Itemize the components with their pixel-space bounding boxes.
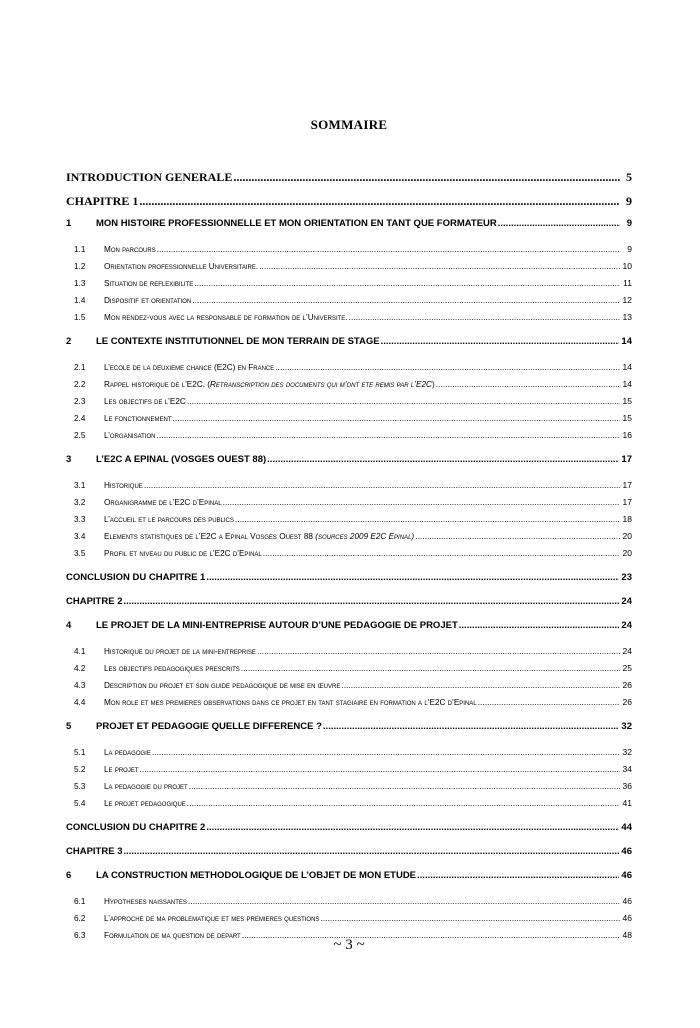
toc-entry-number: 2.4: [74, 414, 86, 423]
toc-entry-label-text: CONCLUSION DU CHAPITRE 1: [66, 572, 206, 583]
toc-entry-label: [104, 245, 156, 254]
toc-entry-label: [104, 647, 256, 656]
toc-dot-leader: [267, 454, 619, 465]
toc-entry-page: 36: [622, 781, 632, 791]
toc-entry-number: 6.2: [74, 914, 86, 923]
toc-entry-number: 4.1: [74, 647, 86, 656]
toc-entry-label-text: LE PROJET DE LA MINI-ENTREPRISE AUTOUR D’UNE PEDAGOGIE DE PROJET: [96, 620, 458, 631]
toc-entry-page: 46: [622, 913, 632, 923]
toc-entry[interactable]: [66, 822, 632, 833]
toc-entry-page: 9: [626, 218, 632, 229]
toc-entry-label: [96, 870, 416, 881]
toc-entry-label-text: PROJET ET PEDAGOGIE QUELLE DIFFERENCE ?: [96, 721, 322, 732]
toc-entry-label-text: Situation de reflexibilite: [104, 279, 194, 288]
toc-entry-label: [66, 846, 122, 857]
toc-dot-leader: [436, 379, 620, 389]
toc-dot-leader: [459, 620, 620, 631]
toc-dot-leader: [241, 663, 620, 673]
toc-dot-leader: [157, 244, 620, 254]
toc-entry-page: 32: [622, 747, 632, 757]
toc-dot-leader: [139, 194, 620, 209]
toc-entry-label: [104, 914, 319, 923]
toc-dot-leader: [478, 697, 620, 707]
toc-entry[interactable]: [66, 261, 632, 271]
toc-entry[interactable]: [66, 764, 632, 774]
toc-entry[interactable]: [66, 480, 632, 490]
toc-entry-label: [66, 596, 122, 607]
toc-entry-page: 14: [621, 336, 632, 347]
toc-entry[interactable]: [66, 663, 632, 673]
toc-dot-leader: [156, 430, 620, 440]
toc-entry[interactable]: [66, 781, 632, 791]
toc-entry-page: 23: [621, 572, 632, 583]
toc-entry-number: 5.3: [74, 782, 86, 791]
toc-dot-leader: [187, 798, 620, 808]
toc-entry-page: 17: [622, 480, 632, 490]
toc-entry-label-text: Historique: [104, 481, 143, 490]
toc-entry[interactable]: [66, 747, 632, 757]
toc-entry-label: [104, 397, 186, 406]
toc-entry[interactable]: [66, 430, 632, 440]
toc-dot-leader: [259, 261, 620, 271]
toc-entry-page: 46: [621, 870, 632, 881]
toc-entry-label: [104, 532, 414, 541]
toc-entry[interactable]: [66, 278, 632, 288]
toc-dot-leader: [223, 497, 620, 507]
toc-entry-page: 14: [622, 362, 632, 372]
toc-dot-leader: [498, 218, 620, 229]
toc-entry-label-text: Hypotheses naissantes: [104, 897, 187, 906]
toc-dot-leader: [123, 596, 619, 607]
toc-entry[interactable]: [66, 336, 632, 347]
toc-entry-page: 20: [622, 531, 632, 541]
toc-entry-page: 11: [623, 278, 632, 288]
toc-entry-label-text: La pedagogie du projet: [104, 782, 188, 791]
toc-entry-label: [104, 799, 186, 808]
toc-entry-label-text: Mon parcours: [104, 245, 156, 254]
toc-entry-label: [104, 313, 348, 322]
toc-entry-label-text: L’ecole de la deuxieme chance (E2C) en France: [104, 363, 275, 372]
toc-entry-number: 5: [66, 721, 72, 732]
toc-entry-page: 24: [621, 620, 632, 631]
toc-entry-label-text: Profil et niveau du public de l’E2C d’Epinal: [104, 549, 262, 558]
toc-entry-page: 48: [622, 930, 632, 940]
toc-entry-page: 17: [622, 497, 632, 507]
toc-entry-page: 25: [622, 663, 632, 673]
toc-entry-page: 9: [627, 244, 632, 254]
toc-dot-leader: [189, 781, 620, 791]
toc-entry-label-text: Mon rendez-vous avec la responsable de formation de l’Universite.: [104, 313, 348, 322]
toc-entry-label-text: Les objectifs pedagogiques prescrits: [104, 664, 240, 673]
toc-entry-label: [104, 681, 340, 690]
toc-entry-number: 4: [66, 620, 72, 631]
toc-entry-label-text: Le fonctionnement: [104, 414, 172, 423]
toc-entry-number: 4.4: [74, 698, 86, 707]
toc-entry-page: 17: [621, 454, 632, 465]
toc-entry-label-text: L’organisation: [104, 431, 156, 440]
page-title: SOMMAIRE: [310, 117, 388, 132]
toc-entry-page: 15: [622, 413, 632, 423]
toc-entry-number: 1.5: [74, 313, 86, 322]
toc-entry[interactable]: [66, 514, 632, 524]
toc-entry-label: [104, 664, 240, 673]
toc-entry-label: [104, 279, 193, 288]
toc-entry-page: 41: [622, 798, 632, 808]
toc-dot-leader: [173, 413, 621, 423]
toc-entry[interactable]: [66, 620, 632, 631]
toc-entry-page: 16: [622, 430, 632, 440]
toc-entry-label: [104, 748, 151, 757]
toc-dot-leader: [123, 846, 619, 857]
toc-entry-page: 24: [621, 596, 632, 607]
toc-entry[interactable]: [66, 913, 632, 923]
toc-entry-label-text: Organigramme de l’E2C d’Epinal: [104, 498, 222, 507]
toc-entry[interactable]: [66, 596, 632, 607]
toc-entry-label: [104, 481, 143, 490]
toc-entry-number: 6.3: [74, 931, 86, 940]
toc-entry[interactable]: [66, 846, 632, 857]
toc-entry-label-text: CHAPITRE 2: [66, 596, 123, 607]
toc-entry[interactable]: [66, 548, 632, 558]
toc-entry[interactable]: [66, 497, 632, 507]
toc-entry[interactable]: [66, 798, 632, 808]
toc-entry-label: [104, 498, 222, 507]
toc-entry-number: 4.2: [74, 664, 86, 673]
toc-entry-label-text: Mon role et mes premieres observations dans ce projet en tant stagiaire en formation a l’E2C d’Epinal: [104, 698, 477, 707]
toc-entry-page: 34: [622, 764, 632, 774]
toc-dot-leader: [192, 295, 620, 305]
toc-dot-leader: [349, 312, 620, 322]
toc-entry-label: [104, 549, 262, 558]
toc-dot-leader: [417, 870, 619, 881]
toc-dot-leader: [263, 548, 620, 558]
toc-entry-number: 1: [66, 218, 72, 229]
toc-entry[interactable]: [66, 244, 632, 254]
toc-entry-label-italic: Retranscription des documents qui m’ont ete remis par l’E2C: [210, 380, 432, 389]
toc-entry-number: 2.5: [74, 431, 86, 440]
toc-entry-label-text: Le projet pedagogique: [104, 799, 186, 808]
toc-entry-label: [96, 620, 458, 631]
toc-entry[interactable]: [66, 295, 632, 305]
toc-entry-label: [104, 296, 191, 305]
toc-entry-number: 3.4: [74, 532, 86, 541]
toc-entry-number: 6: [66, 870, 72, 881]
toc-entry-label: [104, 363, 274, 372]
toc-entry[interactable]: [66, 362, 632, 372]
toc-dot-leader: [381, 336, 620, 347]
toc-entry-number: 2: [66, 336, 72, 347]
toc-entry-page: 15: [622, 396, 632, 406]
toc-entry-label-text: Dispositif et orientation: [104, 296, 192, 305]
toc-entry-page: 24: [622, 646, 632, 656]
toc-entry-label: [104, 897, 187, 906]
toc-entry-label-text: Orientation professionnelle Universitaire.: [104, 262, 259, 271]
toc-entry[interactable]: [66, 680, 632, 690]
toc-entry-page: 32: [621, 721, 632, 732]
toc-entry-label-tail: ): [431, 380, 435, 389]
toc-entry-number: 3.5: [74, 549, 86, 558]
toc-entry-label: [104, 515, 234, 524]
toc-entry-number: 2.2: [74, 380, 86, 389]
toc-entry-number: 3.2: [74, 498, 86, 507]
toc-entry-label: [96, 454, 266, 465]
toc-entry-label: [66, 822, 205, 833]
toc-entry-page: 5: [626, 170, 632, 184]
toc-entry-number: 1.2: [74, 262, 86, 271]
toc-dot-leader: [206, 822, 619, 833]
toc-entry-page: 26: [622, 680, 632, 690]
toc-entry-page: 20: [622, 548, 632, 558]
toc-entry-label-text: Le projet: [104, 765, 139, 774]
toc-entry-label-text: CHAPITRE 3: [66, 846, 123, 857]
toc-entry-label-text: MON HISTOIRE PROFESSIONNELLE ET MON ORIENTATION EN TANT QUE FORMATEUR: [96, 218, 497, 229]
toc-entry[interactable]: [66, 454, 632, 465]
toc-entry-number: 4.3: [74, 681, 86, 690]
toc-entry-label-text: LA CONSTRUCTION METHODOLOGIQUE DE L’OBJET DE MON ETUDE: [96, 870, 417, 881]
toc-entry[interactable]: [66, 646, 632, 656]
toc-entry[interactable]: [66, 396, 632, 406]
toc-entry-label-text: CONCLUSION DU CHAPITRE 2: [66, 822, 206, 833]
toc-dot-leader: [152, 747, 620, 757]
toc-entry-label-text: CHAPITRE 1: [66, 194, 139, 208]
toc-entry-page: 9: [626, 194, 632, 208]
toc-entry-label-text: L’E2C A EPINAL (VOSGES OUEST 88): [96, 454, 267, 465]
toc-dot-leader: [415, 531, 620, 541]
toc-dot-leader: [144, 480, 620, 490]
toc-entry-page: 18: [622, 514, 632, 524]
toc-entry[interactable]: [66, 170, 632, 185]
toc-entry-number: 2.1: [74, 363, 86, 372]
toc-entry-label: [96, 218, 497, 229]
toc-entry-page: 13: [622, 312, 632, 322]
toc-entry-page: 46: [621, 846, 632, 857]
toc-dot-leader: [187, 396, 620, 406]
toc-entry-number: 6.1: [74, 897, 86, 906]
toc-entry[interactable]: [66, 870, 632, 881]
toc-entry[interactable]: [66, 721, 632, 732]
toc-entry-label-text: Elements statistiques de l’E2C a Epinal Vosges Ouest 88: [104, 532, 316, 541]
toc-entry-page: 12: [622, 295, 632, 305]
toc-entry-page: 26: [622, 697, 632, 707]
toc-entry[interactable]: [66, 312, 632, 322]
toc-entry[interactable]: [66, 896, 632, 906]
toc-entry-label-text: Les objectifs de l’E2C: [104, 397, 186, 406]
toc-dot-leader: [188, 896, 620, 906]
toc-dot-leader: [194, 278, 620, 288]
toc-entry-label-text: LE CONTEXTE INSTITUTIONNEL DE MON TERRAIN DE STAGE: [96, 336, 380, 347]
toc-entry-number: 1.4: [74, 296, 86, 305]
toc-entry-label: [66, 194, 138, 209]
toc-entry-page: 44: [621, 822, 632, 833]
toc-entry[interactable]: [66, 572, 632, 583]
toc-entry-label: [104, 765, 139, 774]
toc-entry-label-text: L’accueil et le parcours des publics: [104, 515, 234, 524]
toc-entry-label: [96, 721, 322, 732]
toc-dot-leader: [323, 721, 620, 732]
toc-dot-leader: [320, 913, 620, 923]
toc-entry-label: [66, 170, 232, 185]
toc-entry-number: 3.3: [74, 515, 86, 524]
page-number: ~ 3 ~: [333, 937, 365, 953]
toc-entry[interactable]: [66, 218, 632, 229]
toc-entry-number: 5.2: [74, 765, 86, 774]
toc-dot-leader: [233, 170, 620, 185]
toc-entry-number: 3.1: [74, 481, 86, 490]
toc-entry-page: 46: [622, 896, 632, 906]
toc-entry-number: 5.1: [74, 748, 86, 757]
toc-entry-label: [104, 782, 188, 791]
toc-entry-label-italic: (sources 2009 E2C Epinal): [315, 532, 415, 541]
toc-entry-label-text: Historique du projet de la mini-entreprise: [104, 647, 256, 656]
toc-dot-leader: [257, 646, 620, 656]
toc-entry-number: 2.3: [74, 397, 86, 406]
toc-entry-page: 14: [622, 379, 632, 389]
toc-entry-label-text: Description du projet et son guide pedagogique de mise en œuvre: [104, 681, 341, 690]
toc-entry-label: [104, 262, 258, 271]
toc-entry-label-text: INTRODUCTION GENERALE: [66, 170, 233, 184]
toc-entry-number: 1.1: [74, 245, 86, 254]
toc-entry-label: [96, 336, 380, 347]
toc-entry-page: 10: [622, 261, 632, 271]
toc-entry-number: 3: [66, 454, 72, 465]
toc-dot-leader: [275, 362, 620, 372]
toc-entry[interactable]: [66, 379, 632, 389]
toc-entry[interactable]: [66, 697, 632, 707]
toc-dot-leader: [206, 572, 619, 583]
toc-entry[interactable]: [66, 531, 632, 541]
toc-dot-leader: [341, 680, 620, 690]
toc-entry-label: [104, 431, 155, 440]
toc-entry-label: [104, 414, 172, 423]
toc-entry-number: 1.3: [74, 279, 86, 288]
toc-entry-label: [104, 380, 435, 389]
toc-dot-leader: [235, 514, 620, 524]
toc-entry-label-text: Rappel historique de l’E2C. (: [104, 380, 211, 389]
toc-entry[interactable]: [66, 413, 632, 423]
toc-dot-leader: [140, 764, 621, 774]
toc-entry-label-text: Formulation de ma question de depart: [104, 931, 241, 940]
toc-entry-label-text: L’approche de ma problematique et mes premieres questions: [104, 914, 320, 923]
toc-entry-number: 5.4: [74, 799, 86, 808]
toc-entry-label-text: La pedagogie: [104, 748, 151, 757]
toc-entry-label: [104, 698, 477, 707]
toc-entry-label: [66, 572, 205, 583]
toc-entry[interactable]: [66, 194, 632, 209]
